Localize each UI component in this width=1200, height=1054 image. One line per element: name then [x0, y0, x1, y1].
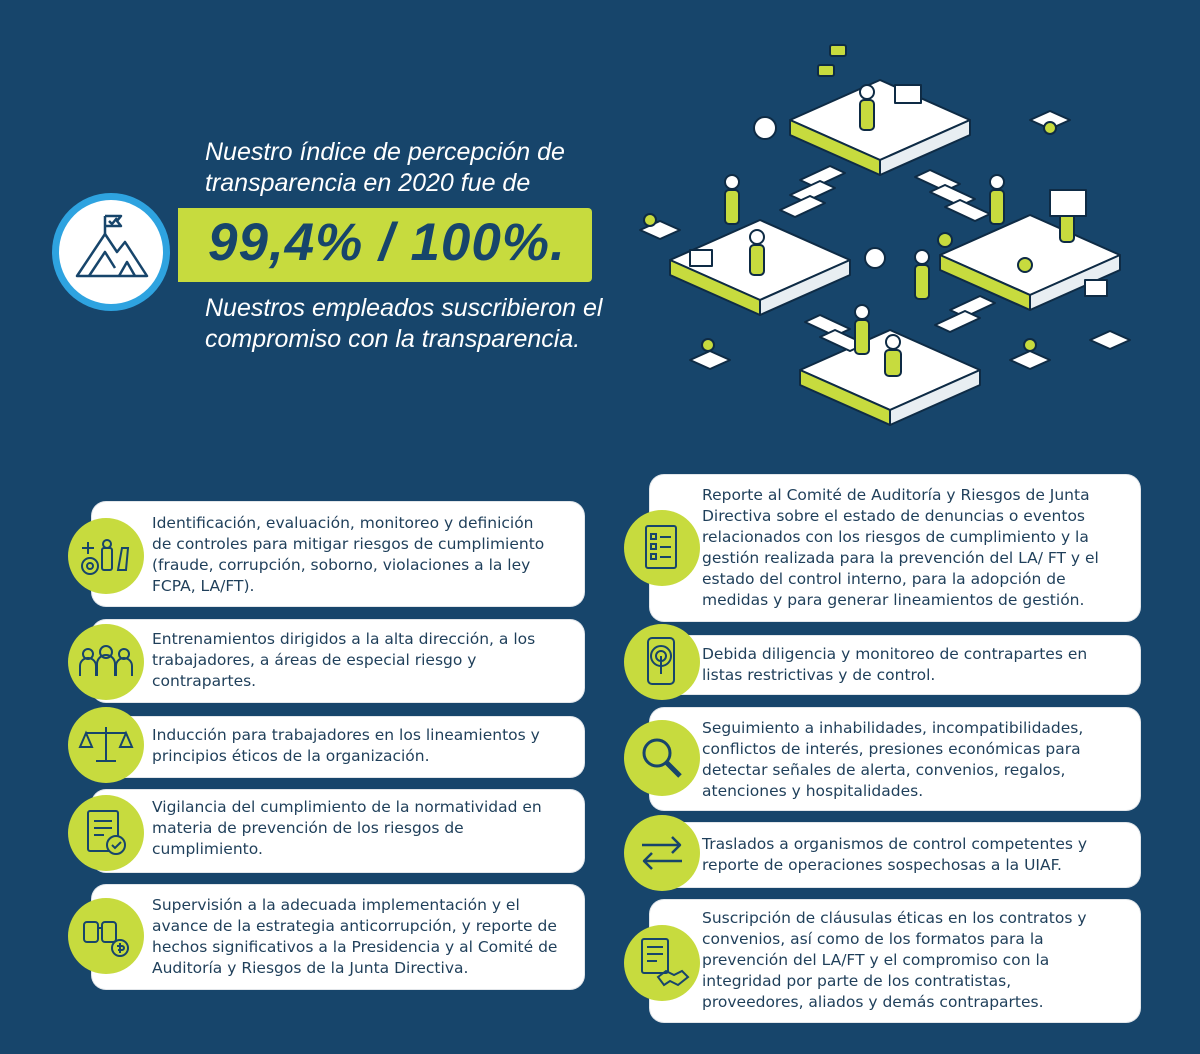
item-line: contrapartes.: [152, 672, 257, 690]
intro-text-top: [205, 137, 565, 199]
intro-text-bottom: [205, 293, 602, 355]
intro-line-3: Nuestros empleados suscribieron el: [205, 294, 603, 322]
item-line: listas restrictivas y de control.: [702, 666, 936, 684]
item-line: hechos significativos a la Presidencia y al Comité de: [152, 938, 558, 956]
item-line: Inducción para trabajadores en los lineamientos y: [152, 726, 540, 744]
document-check-icon: [68, 795, 144, 871]
item-line: Debida diligencia y monitoreo de contrapartes en: [702, 645, 1088, 663]
transparency-index-value: 99,4% / 100%.: [208, 213, 566, 272]
item-line: avance de la estrategia anticorrupción, y reporte de: [152, 917, 557, 935]
item-line: (fraude, corrupción, soborno, violaciones a la ley: [152, 556, 531, 574]
item-line: Identificación, evaluación, monitoreo y definición: [152, 514, 534, 532]
item-line: gestión realizada para la prevención del LA/ FT y el: [702, 549, 1099, 567]
item-line: relacionados con los riesgos de cumplimiento y la: [702, 528, 1089, 546]
intro-line-4: compromiso con la transparencia.: [205, 325, 581, 353]
touch-screen-icon: [624, 624, 700, 700]
item-line: reporte de operaciones sospechosas a la UIAF.: [702, 856, 1062, 874]
list-item: [92, 885, 584, 989]
item-line: Entrenamientos dirigidos a la alta dirección, a los: [152, 630, 536, 648]
item-line: detectar señales de alerta, convenios, regalos,: [702, 761, 1066, 779]
item-line: materia de prevención de los riesgos de: [152, 819, 464, 837]
list-item: [92, 620, 584, 702]
item-line: Directiva sobre el estado de denuncias o eventos: [702, 507, 1086, 525]
item-line: Suscripción de cláusulas éticas en los contratos y: [702, 909, 1087, 927]
mountain-flag-badge: [52, 193, 170, 311]
binoculars-money-icon: [68, 898, 144, 974]
list-item: [92, 717, 584, 777]
transfer-arrows-icon: [624, 815, 700, 891]
item-line: Reporte al Comité de Auditoría y Riesgos de Junta: [702, 486, 1090, 504]
list-item: [92, 790, 584, 872]
item-line: estado del control interno, para la adopción de: [702, 570, 1066, 588]
list-item: [650, 636, 1140, 694]
item-line: Seguimiento a inhabilidades, incompatibilidades,: [702, 719, 1084, 737]
item-line: conflictos de interés, presiones económicas para: [702, 740, 1081, 758]
report-list-icon: [624, 510, 700, 586]
item-line: Vigilancia del cumplimiento de la normatividad en: [152, 798, 542, 816]
item-line: Traslados a organismos de control competentes y: [702, 835, 1088, 853]
isometric-office-illustration: [630, 40, 1150, 450]
item-line: cumplimiento.: [152, 840, 263, 858]
list-item: [650, 708, 1140, 810]
list-item: [92, 502, 584, 606]
item-line: convenios, así como de los formatos para la: [702, 930, 1044, 948]
item-line: proveedores, aliados y demás contrapartes.: [702, 993, 1044, 1011]
list-item: [650, 823, 1140, 887]
mountain-flag-icon: [59, 200, 163, 304]
platform-top: [790, 80, 970, 175]
item-line: Supervisión a la adecuada implementación y el: [152, 896, 520, 914]
magnifier-icon: [624, 720, 700, 796]
item-line: trabajadores, a áreas de especial riesgo y: [152, 651, 477, 669]
contract-handshake-icon: [624, 925, 700, 1001]
balance-scale-icon: [68, 707, 144, 783]
item-line: FCPA, LA/FT).: [152, 577, 255, 595]
risk-controls-icon: [68, 518, 144, 594]
intro-line-1: Nuestro índice de percepción de: [205, 138, 565, 166]
list-item: [650, 900, 1140, 1022]
item-line: prevención del LA/FT y el compromiso con la: [702, 951, 1050, 969]
item-line: atenciones y hospitalidades.: [702, 782, 924, 800]
item-line: medidas y para generar lineamientos de gestión.: [702, 591, 1085, 609]
percentage-banner: [178, 208, 592, 282]
item-line: integridad por parte de los contratistas,: [702, 972, 1012, 990]
list-item: [650, 475, 1140, 621]
item-line: principios éticos de la organización.: [152, 747, 430, 765]
item-line: Auditoría y Riesgos de la Junta Directiva.: [152, 959, 469, 977]
item-line: de controles para mitigar riesgos de cumplimiento: [152, 535, 545, 553]
team-training-icon: [68, 624, 144, 700]
intro-line-2: transparencia en 2020 fue de: [205, 169, 531, 197]
